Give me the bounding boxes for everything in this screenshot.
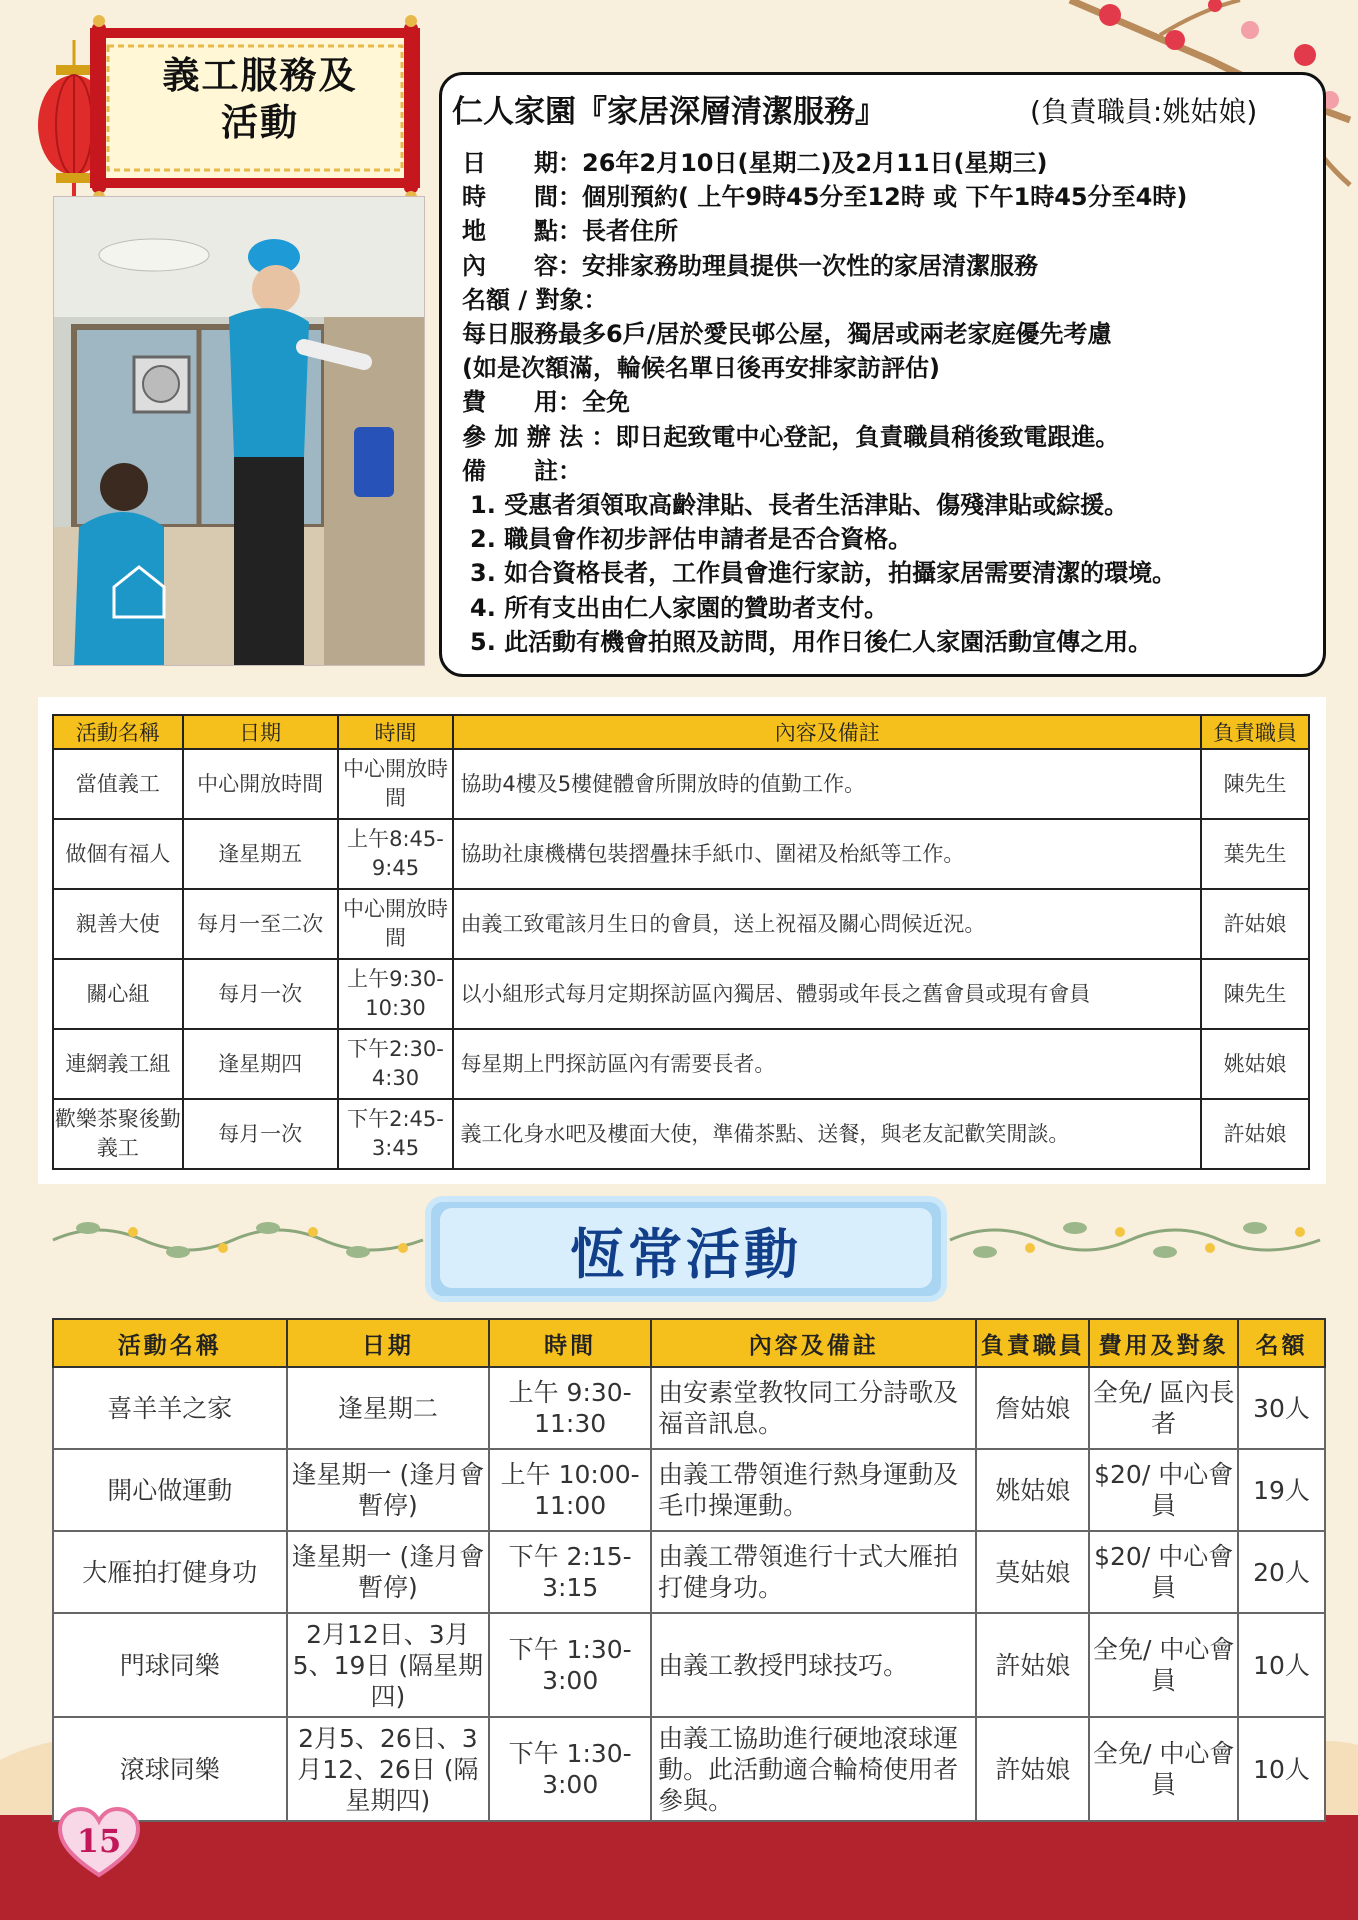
detail-value: 長者住所 — [582, 217, 678, 246]
cell-quota: 20人 — [1238, 1531, 1325, 1613]
detail-row-location — [462, 214, 1322, 248]
column-header: 活動名稱 — [53, 1319, 287, 1367]
table-row — [53, 1531, 1325, 1613]
volunteer-activities-table — [52, 714, 1310, 1170]
column-header: 日期 — [287, 1319, 490, 1367]
cell-name: 親善大使 — [53, 889, 183, 959]
cell-date: 每月一次 — [183, 959, 338, 1029]
table-row — [53, 1449, 1325, 1531]
cell-fee: 全免/ 中心會員 — [1089, 1613, 1238, 1717]
cell-date: 每月一次 — [183, 1099, 338, 1169]
column-header: 活動名稱 — [53, 715, 183, 749]
cell-name: 門球同樂 — [53, 1613, 287, 1717]
cell-fee: 全免/ 中心會員 — [1089, 1717, 1238, 1821]
column-header: 日期 — [183, 715, 338, 749]
cell-date: 逢星期一 (逢月會暫停) — [287, 1449, 490, 1531]
table-row — [53, 1717, 1325, 1821]
cell-date: 2月12日、3月5、19日 (隔星期四) — [287, 1613, 490, 1717]
cell-date: 逢星期四 — [183, 1029, 338, 1099]
remark-item: 4. 所有支出由仁人家園的贊助者支付。 — [470, 593, 889, 622]
cell-time: 上午9:30-10:30 — [338, 959, 454, 1029]
remark-item: 3. 如合資格長者，工作員會進行家訪，拍攝家居需要清潔的環境。 — [470, 559, 1177, 588]
section-title-line-1: 義工服務及 — [162, 53, 358, 97]
cell-date: 每月一至二次 — [183, 889, 338, 959]
cell-date: 逢星期五 — [183, 819, 338, 889]
cell-fee: $20/ 中心會員 — [1089, 1531, 1238, 1613]
deep-clean-title: 仁人家園『家居深層清潔服務』 — [452, 94, 886, 130]
cell-date: 逢星期一 (逢月會暫停) — [287, 1531, 490, 1613]
cell-time: 中心開放時間 — [338, 749, 454, 819]
column-header: 內容及備註 — [453, 715, 1201, 749]
detail-label: 名額 / 對象： — [462, 285, 608, 314]
detail-label: 費 用： — [462, 388, 582, 417]
table-header-row — [53, 1319, 1325, 1367]
table-row — [53, 749, 1309, 819]
cell-time: 中心開放時間 — [338, 889, 454, 959]
quota-text-1: 每日服務最多6戶/居於愛民邨公屋，獨居或兩老家庭優先考慮 — [462, 320, 1112, 349]
detail-value: 個別預約( 上午9時45分至12時 或 下午1時45分至4時) — [582, 183, 1188, 212]
cell-desc: 由義工帶領進行十式大雁拍打健身功。 — [651, 1531, 976, 1613]
table-header-row — [53, 715, 1309, 749]
detail-value: 安排家務助理員提供一次性的家居清潔服務 — [582, 251, 1038, 280]
detail-row-date — [462, 146, 1322, 180]
detail-value: 26年2月10日(星期二)及2月11日(星期三) — [582, 149, 1048, 177]
detail-label: 時 間： — [462, 183, 582, 212]
cell-time: 下午 1:30-3:00 — [489, 1717, 651, 1821]
detail-row-content — [462, 249, 1322, 283]
cell-staff: 陳先生 — [1201, 959, 1309, 1029]
cell-time: 下午2:30-4:30 — [338, 1029, 454, 1099]
deep-clean-details — [462, 146, 1322, 659]
column-header: 時間 — [489, 1319, 651, 1367]
vine-decoration-left — [48, 1210, 428, 1270]
cell-quota: 19人 — [1238, 1449, 1325, 1531]
cell-staff: 葉先生 — [1201, 819, 1309, 889]
cell-desc: 義工化身水吧及樓面大使，準備茶點、送餐，與老友記歡笑閒談。 — [453, 1099, 1201, 1169]
cell-staff: 許姑娘 — [1201, 1099, 1309, 1169]
detail-row-fee — [462, 385, 1322, 419]
cell-name: 連網義工組 — [53, 1029, 183, 1099]
detail-label: 參 加 辦 法 ： — [462, 422, 616, 451]
cell-name: 當值義工 — [53, 749, 183, 819]
cell-desc: 協助4樓及5樓健體會所開放時的值勤工作。 — [453, 749, 1201, 819]
table-row — [53, 819, 1309, 889]
column-header: 負責職員 — [1201, 715, 1309, 749]
cell-name: 關心組 — [53, 959, 183, 1029]
cell-staff: 許姑娘 — [1201, 889, 1309, 959]
column-header: 時間 — [338, 715, 454, 749]
cell-staff: 詹姑娘 — [976, 1367, 1089, 1449]
table-row — [53, 1367, 1325, 1449]
cell-quota: 10人 — [1238, 1717, 1325, 1821]
volunteer-cleaning-photo — [53, 196, 425, 666]
detail-row-quota — [462, 283, 1322, 317]
table-row — [53, 959, 1309, 1029]
cell-quota: 10人 — [1238, 1613, 1325, 1717]
detail-row-apply — [462, 420, 1322, 454]
column-header: 內容及備註 — [651, 1319, 976, 1367]
cell-name: 歡樂茶聚後勤義工 — [53, 1099, 183, 1169]
cell-desc: 由義工帶領進行熱身運動及毛巾操運動。 — [651, 1449, 976, 1531]
cell-time: 上午8:45-9:45 — [338, 819, 454, 889]
vine-decoration-right — [945, 1210, 1325, 1270]
cell-staff: 姚姑娘 — [976, 1449, 1089, 1531]
detail-row-time — [462, 180, 1322, 214]
detail-row-remarks: 備 註： — [462, 456, 582, 485]
column-header: 負責職員 — [976, 1319, 1089, 1367]
quota-text-2: (如是次額滿，輪候名單日後再安排家訪評估) — [462, 354, 940, 383]
cell-fee: $20/ 中心會員 — [1089, 1449, 1238, 1531]
column-header: 費用及對象 — [1089, 1319, 1238, 1367]
detail-label: 地 點： — [462, 217, 582, 246]
cell-date: 2月5、26日、3月12、26日 (隔星期四) — [287, 1717, 490, 1821]
remark-item: 2. 職員會作初步評估申請者是否合資格。 — [470, 525, 913, 554]
detail-value: 即日起致電中心登記，負責職員稍後致電跟進。 — [615, 422, 1120, 451]
cell-name: 喜羊羊之家 — [53, 1367, 287, 1449]
cell-date: 中心開放時間 — [183, 749, 338, 819]
remark-item: 5. 此活動有機會拍照及訪問，用作日後仁人家園活動宣傳之用。 — [470, 627, 1153, 656]
cell-staff: 許姑娘 — [976, 1717, 1089, 1821]
detail-value: 全免 — [582, 388, 630, 417]
table-row — [53, 1029, 1309, 1099]
cell-staff: 許姑娘 — [976, 1613, 1089, 1717]
cell-staff: 莫姑娘 — [976, 1531, 1089, 1613]
section-title — [115, 52, 405, 172]
cell-date: 逢星期二 — [287, 1367, 490, 1449]
cell-time: 上午 10:00-11:00 — [489, 1449, 651, 1531]
cell-name: 開心做運動 — [53, 1449, 287, 1531]
cell-desc: 由安素堂教牧同工分詩歌及福音訊息。 — [651, 1367, 976, 1449]
table-row — [53, 1099, 1309, 1169]
footer-band — [0, 1815, 1358, 1920]
cell-desc: 協助社康機構包裝摺疊抹手紙巾、圍裙及枱紙等工作。 — [453, 819, 1201, 889]
page-number: 15 — [76, 1822, 122, 1860]
cell-desc: 由義工教授門球技巧。 — [651, 1613, 976, 1717]
regular-activities-table — [52, 1318, 1326, 1822]
cell-staff: 陳先生 — [1201, 749, 1309, 819]
cell-name: 做個有福人 — [53, 819, 183, 889]
cell-desc: 每星期上門探訪區內有需要長者。 — [453, 1029, 1201, 1099]
cell-time: 下午 2:15-3:15 — [489, 1531, 651, 1613]
section-title-line-2: 活動 — [221, 100, 299, 144]
cell-name: 滾球同樂 — [53, 1717, 287, 1821]
remark-item: 1. 受惠者須領取高齡津貼、長者生活津貼、傷殘津貼或綜援。 — [470, 491, 1129, 520]
column-header: 名額 — [1238, 1319, 1325, 1367]
cell-time: 下午 1:30-3:00 — [489, 1613, 651, 1717]
regular-activities-title: 恆常活動 — [570, 1223, 802, 1286]
cell-staff: 姚姑娘 — [1201, 1029, 1309, 1099]
detail-label: 日 期： — [462, 149, 582, 177]
cell-time: 下午2:45-3:45 — [338, 1099, 454, 1169]
cell-desc: 由義工致電該月生日的會員，送上祝福及關心問候近況。 — [453, 889, 1201, 959]
cell-name: 大雁拍打健身功 — [53, 1531, 287, 1613]
detail-label: 內 容： — [462, 251, 582, 280]
table-row — [53, 1613, 1325, 1717]
deep-clean-staff: (負責職員:姚姑娘) — [1030, 95, 1258, 128]
table-row — [53, 889, 1309, 959]
cell-quota: 30人 — [1238, 1367, 1325, 1449]
cell-desc: 以小組形式每月定期探訪區內獨居、體弱或年長之舊會員或現有會員 — [453, 959, 1201, 1029]
cell-fee: 全免/ 區內長者 — [1089, 1367, 1238, 1449]
cell-desc: 由義工協助進行硬地滾球運動。此活動適合輪椅使用者參與。 — [651, 1717, 976, 1821]
cell-time: 上午 9:30-11:30 — [489, 1367, 651, 1449]
